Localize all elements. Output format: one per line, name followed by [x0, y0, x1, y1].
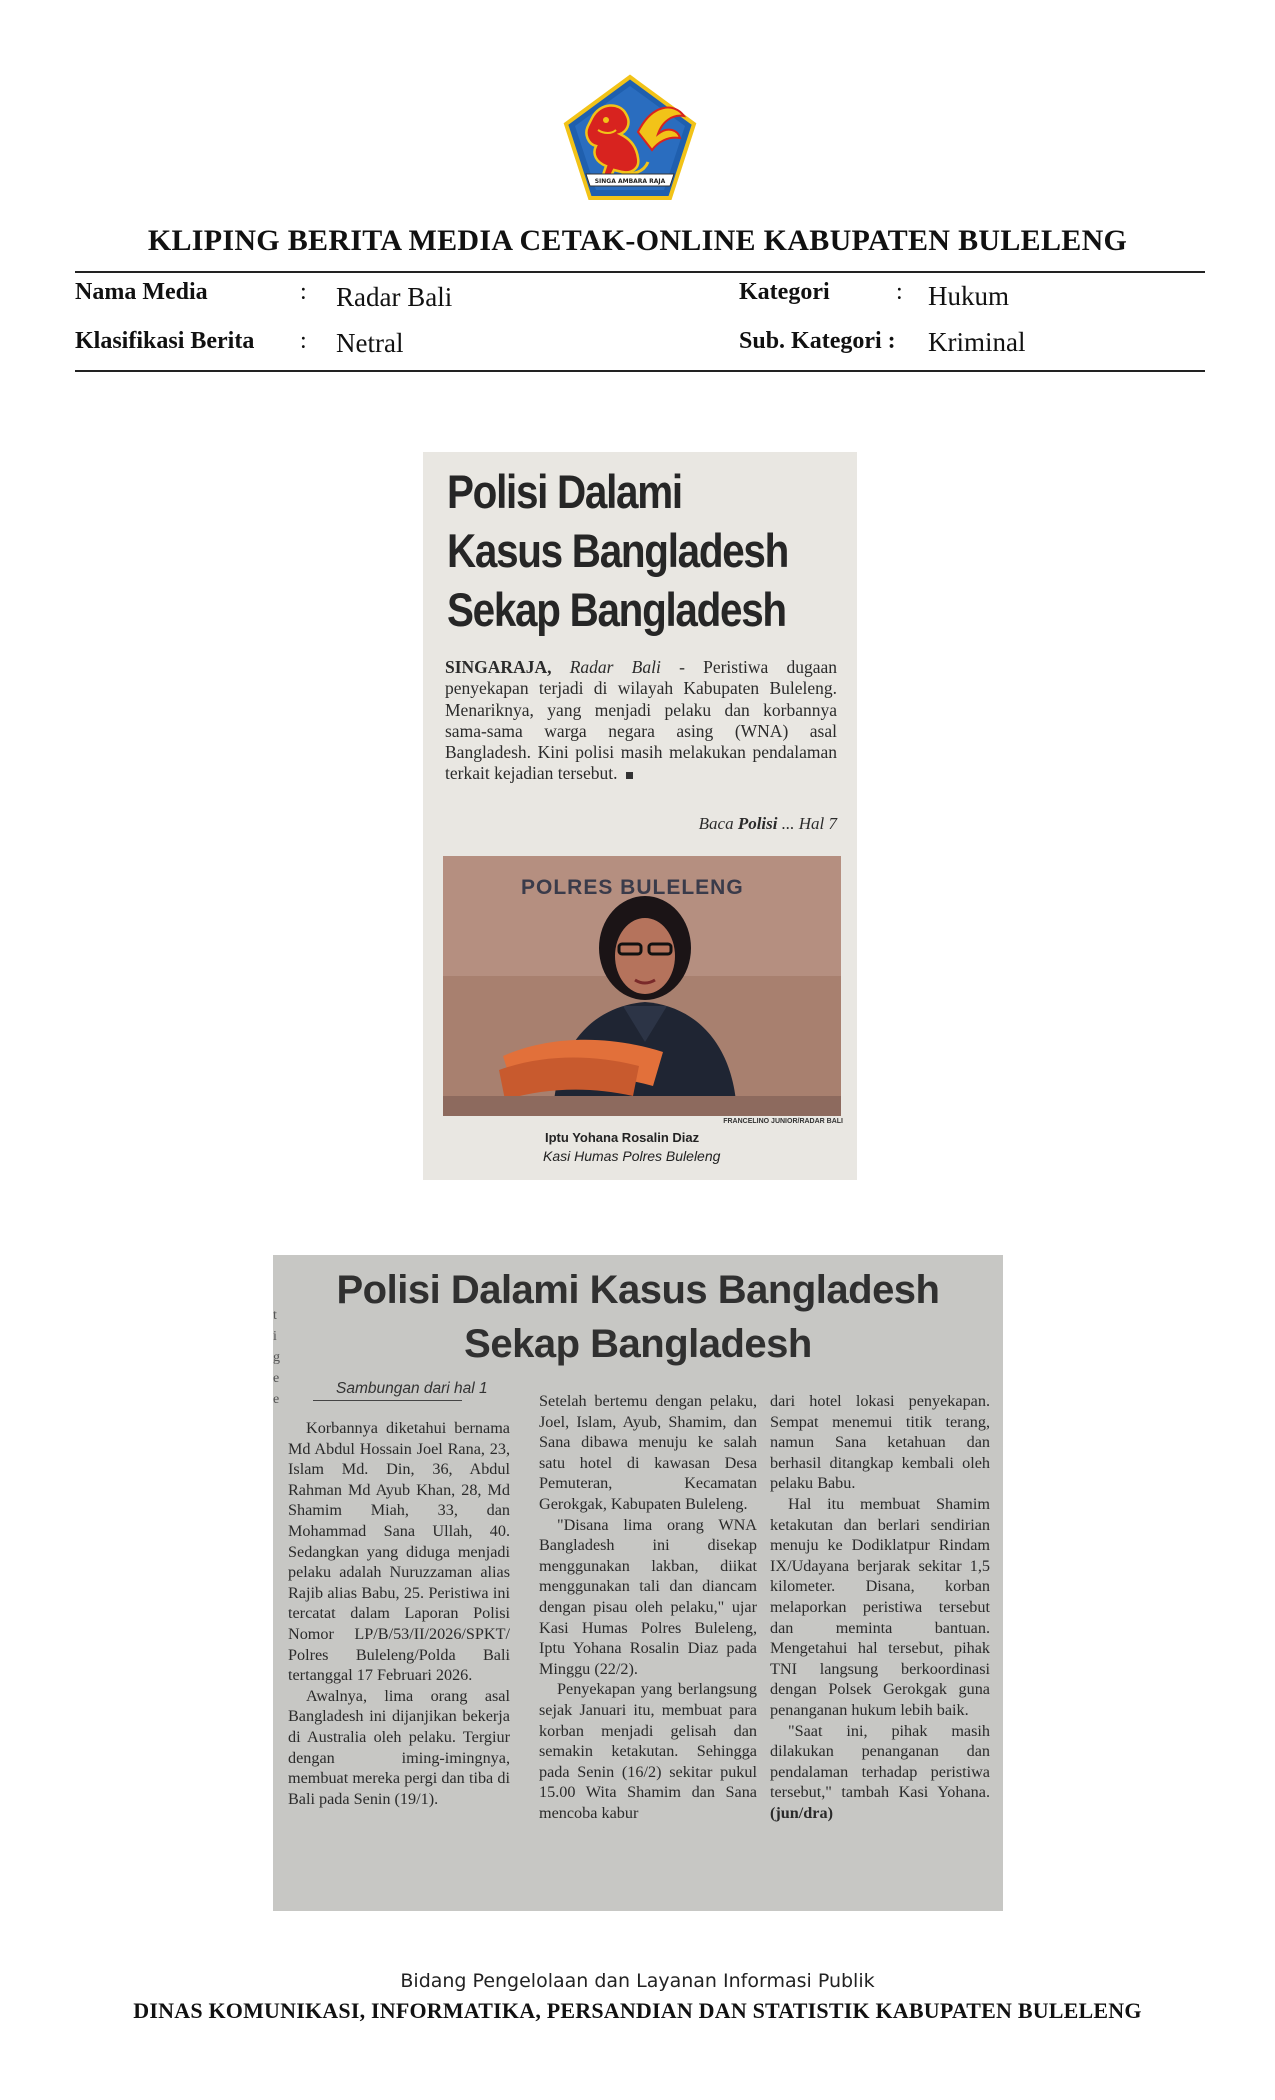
continued-headline-line2: Sekap Bangladesh: [464, 1322, 812, 1366]
article-paragraph: Hal itu membuat Shamim ketakutan dan berlari sendirian menuju ke Dodiklatpur Rindam IX/Udayana berjarak sekitar 1,5 kilometer. Disana, korban melaporkan peristiwa tersebut dan meminta bantuan. Mengetahui hal tersebut, pihak TNI langsung berkoordinasi dengan Polsek Gerokgak guna penanganan hukum lebih baik.: [770, 1494, 990, 1719]
article-column-3: [770, 1391, 990, 1823]
header-rule-top: [75, 271, 1205, 273]
photo-caption-role: Kasi Humas Polres Buleleng: [543, 1148, 721, 1164]
article-paragraph: dari hotel lokasi penyekapan. Sempat menemui titik terang, namun Sana ketahuan dan berhasil ditangkap kembali oleh pelaku Babu.: [770, 1392, 990, 1493]
photo-caption-name: Iptu Yohana Rosalin Diaz: [545, 1130, 700, 1145]
page-title: KLIPING BERITA MEDIA CETAK-ONLINE KABUPATEN BULELENG: [147, 224, 1128, 257]
sub-kategori-label: Sub. Kategori :: [739, 328, 896, 354]
logo-motto: SINGA AMBARA RAJA: [594, 178, 666, 185]
article-column-1: [288, 1418, 510, 1809]
baca-suffix: ... Hal 7: [781, 814, 837, 833]
front-publication: Radar Bali: [569, 657, 661, 677]
article-paragraph: [770, 1721, 990, 1824]
front-lead-text: - Peristiwa dugaan penyekapan terjadi di wilayah Kabupaten Buleleng. Menariknya, yang menjadi pelaku dan korbannya sama-sama warga negara asing (WNA) asal Bangladesh. Kini polisi masih melakukan pendalaman terkait kejadian tersebut.: [445, 657, 837, 784]
klasifikasi-label: Klasifikasi Berita: [75, 328, 255, 354]
article-paragraph: Korbannya diketahui bernama Md Abdul Hossain Joel Rana, 23, Islam Md. Din, 36, Abdul Rahman Md Ayub Khan, 28, Md Shamim Miah, 33, dan Mohammad Sana Ullah, 40. Sedangkan yang diduga menjadi pelaku adalah Nuruzzaman alias Rajib alias Babu, 25. Peristiwa ini tercatat dalam Laporan Polisi Nomor LP/B/53/II/2026/SPKT/ Polres Buleleng/Polda Bali tertanggal 17 Februari 2026.: [288, 1419, 510, 1685]
article-paragraph: Awalnya, lima orang asal Bangladesh ini dijanjikan bekerja di Australia oleh pelaku. Tergiur dengan iming-imingnya, membuat mereka pergi dan tiba di Bali pada Senin (19/1).: [288, 1686, 510, 1808]
nama-media-value: Radar Bali: [336, 282, 453, 312]
end-mark-icon: [626, 772, 633, 779]
front-headline: Polisi Dalami Kasus Bangladesh Sekap Bangladesh: [447, 465, 789, 636]
article-paragraph: Setelah bertemu dengan pelaku, Joel, Islam, Ayub, Shamim, dan Sana dibawa menuju ke salah satu hotel di kawasan Desa Pemuteran, Kecamatan Gerokgak, Kabupaten Buleleng.: [539, 1392, 757, 1513]
clipping-continued-page: [273, 1255, 1003, 1911]
sambungan-label: Sambungan dari hal 1: [336, 1380, 488, 1397]
photo-wall-sign: POLRES BULELENG: [521, 876, 744, 899]
continued-headline-line1: Polisi Dalami Kasus Bangladesh: [336, 1268, 940, 1312]
sub-kategori-value: Kriminal: [928, 327, 1026, 357]
buleleng-lion-crest-icon: [562, 74, 698, 202]
header-rule-bottom: [75, 370, 1205, 372]
continued-headline: [273, 1263, 1003, 1371]
front-photo: [443, 856, 841, 1116]
klasifikasi-value: Netral: [336, 328, 404, 358]
photo-credit: FRANCELINO JUNIOR/RADAR BALI: [723, 1118, 843, 1125]
front-lead-paragraph: [445, 657, 837, 785]
front-continue-ref: [699, 814, 837, 834]
footer-division: Bidang Pengelolaan dan Layanan Informasi Publik: [400, 1970, 875, 1992]
kategori-colon: :: [896, 279, 903, 305]
kategori-value: Hukum: [928, 281, 1009, 311]
article-paragraph: Penyekapan yang berlangsung sejak Januari itu, membuat para korban menjadi gelisah dan semakin ketakutan. Sehingga pada Senin (16/2) sekitar pukul 15.00 Wita Shamim dan Sana mencoba kabur: [539, 1680, 757, 1822]
baca-word: Polisi: [737, 814, 778, 833]
kategori-label: Kategori: [739, 279, 830, 305]
article-column-2: [539, 1391, 757, 1823]
nama-media-label: Nama Media: [75, 279, 208, 305]
klasifikasi-colon: :: [300, 328, 307, 354]
front-dateline: SINGARAJA,: [445, 657, 552, 677]
buleleng-crest-logo: [562, 74, 698, 202]
article-paragraph: "Disana lima orang WNA Bangladesh ini disekap menggunakan lakban, diikat menggunakan tali dan diancam dengan pisau oleh pelaku," ujar Kasi Humas Polres Buleleng, Iptu Yohana Rosalin Diaz pada Minggu (22/2).: [539, 1515, 757, 1678]
adjacent-column-edge: t i g e e: [273, 1308, 280, 1407]
nama-media-colon: :: [300, 279, 307, 305]
clipping-front-page: [423, 452, 857, 1180]
sambungan-rule: [313, 1400, 462, 1401]
baca-prefix: Baca: [698, 814, 734, 833]
footer-agency: DINAS KOMUNIKASI, INFORMATIKA, PERSANDIAN DAN STATISTIK KABUPATEN BULELENG: [133, 1998, 1142, 2023]
author-signature: (jun/dra): [770, 1803, 833, 1822]
closing-quote: "Saat ini, pihak masih dilakukan penanganan dan pendalaman terhadap peristiwa tersebut," tambah Kasi Yohana.: [770, 1721, 990, 1802]
